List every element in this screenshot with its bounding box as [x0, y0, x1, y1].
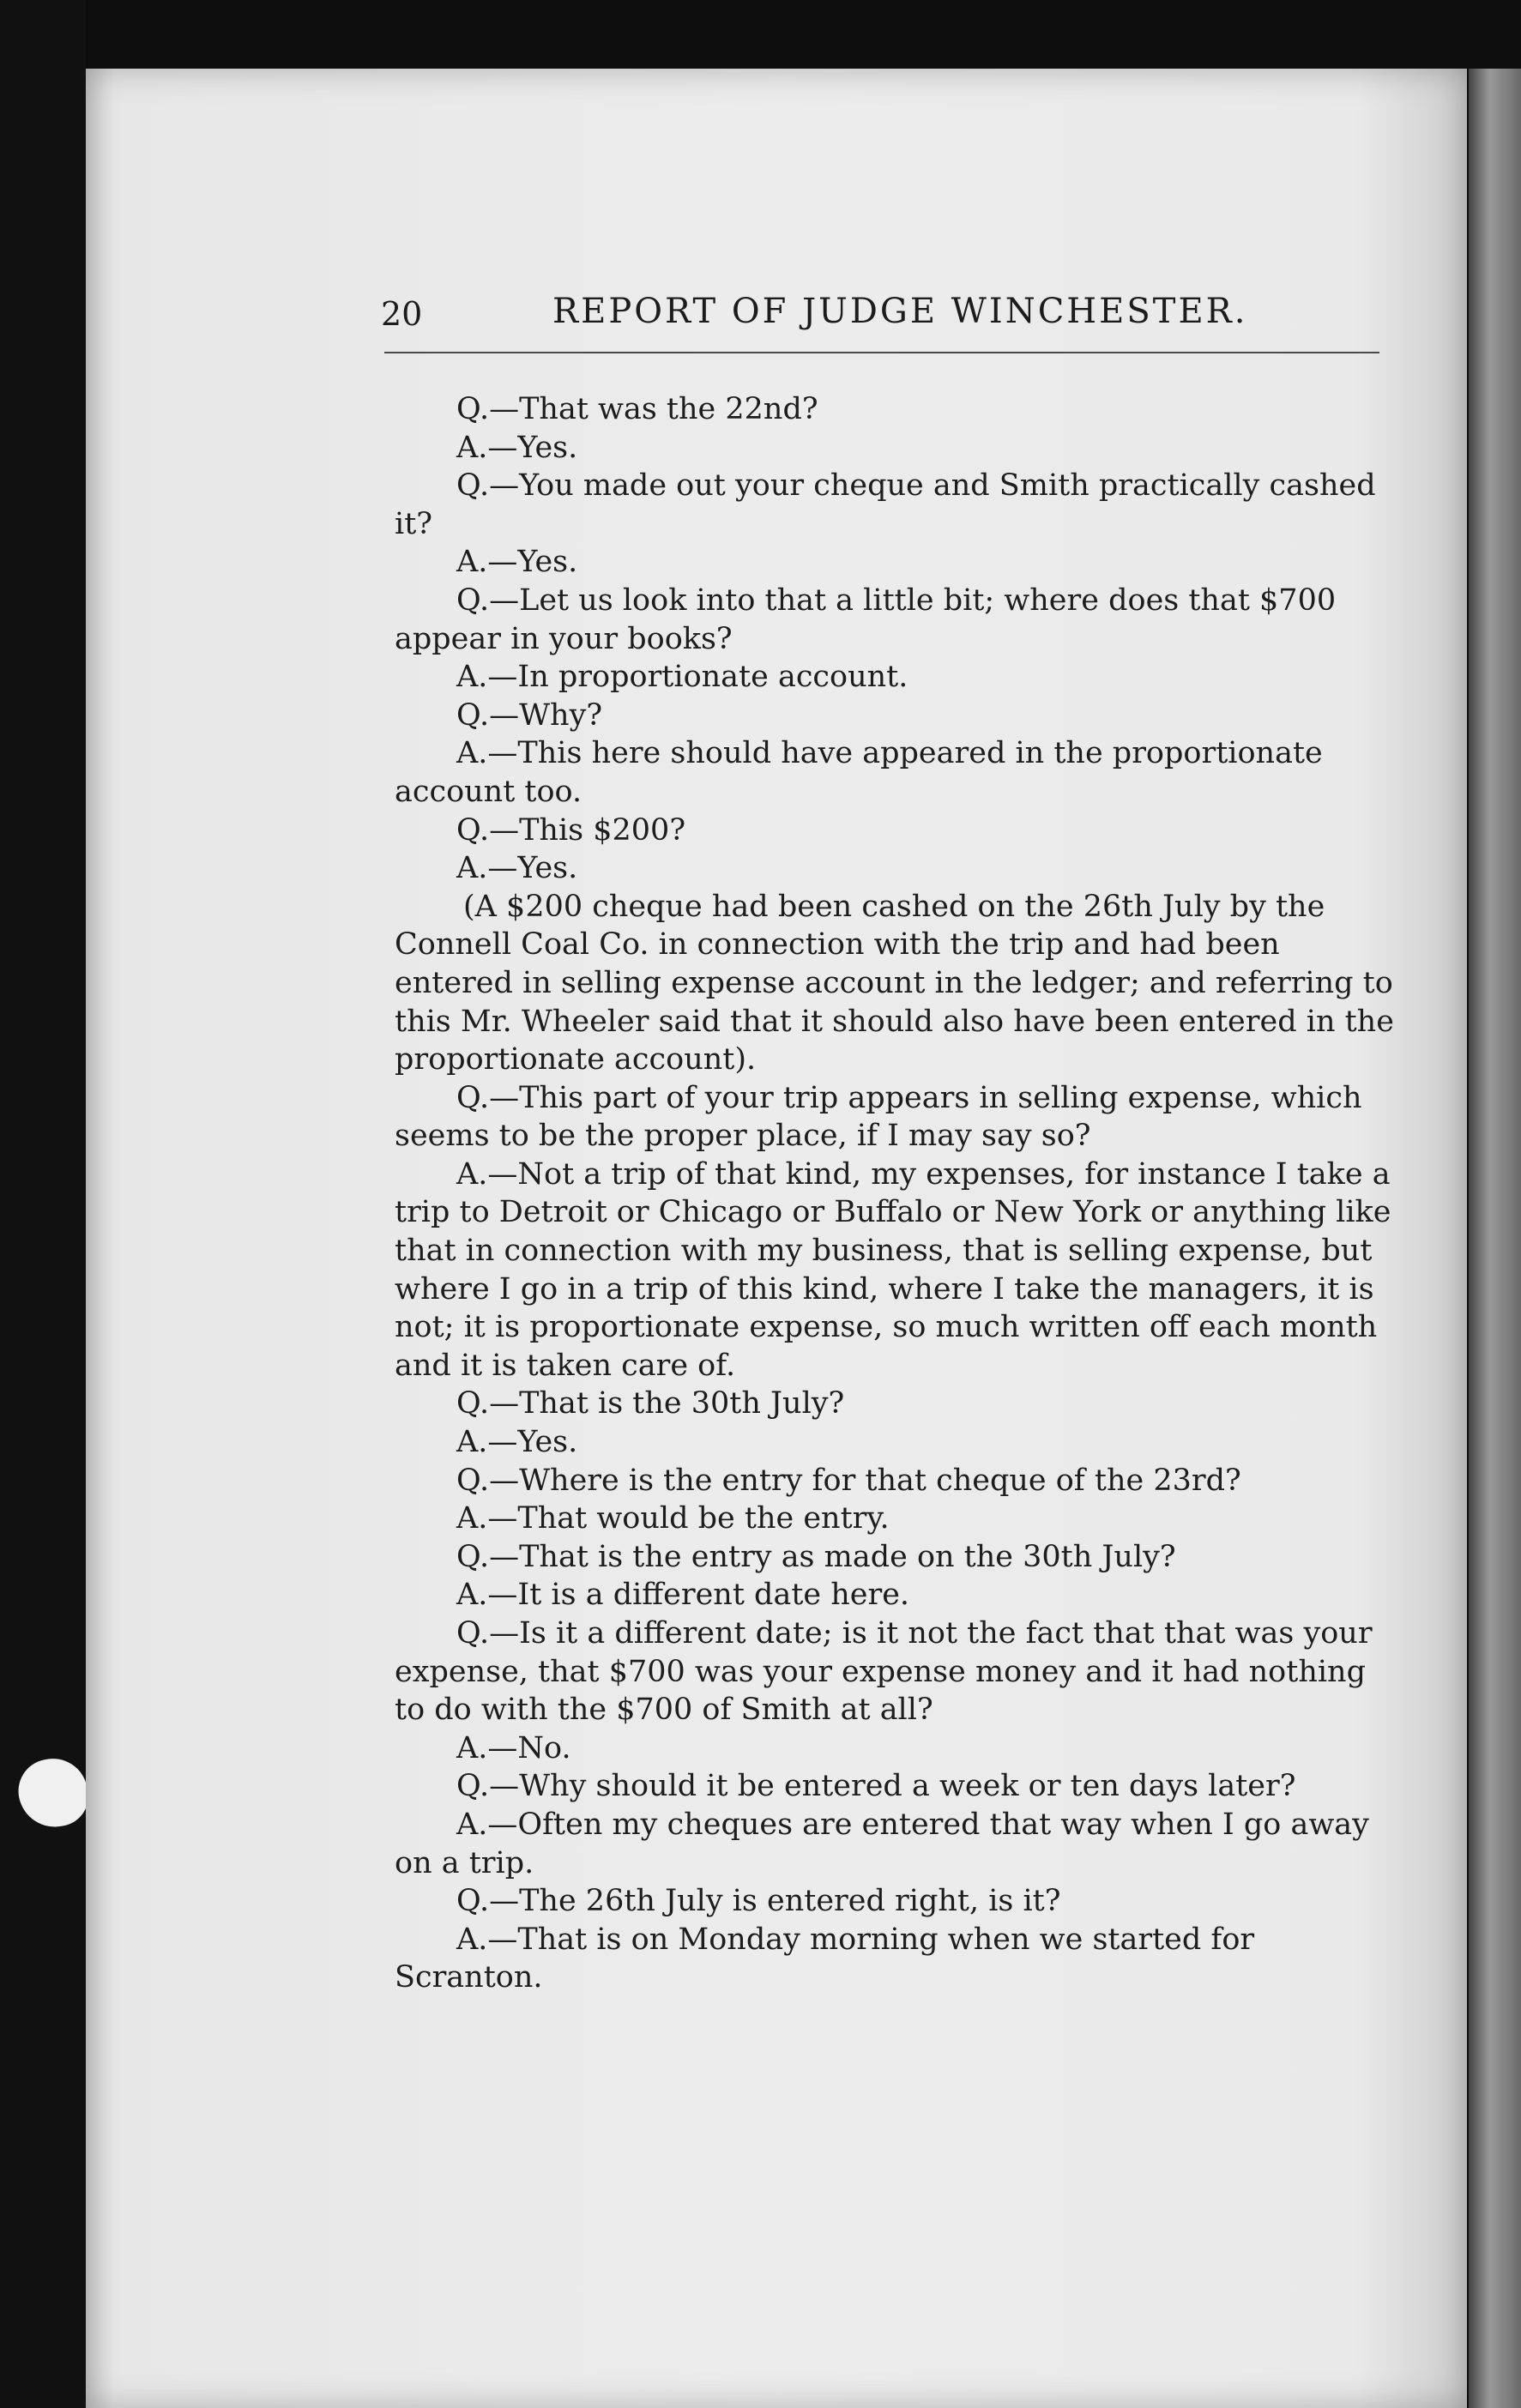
testimony-line: Q.—You made out your cheque and Smith practically cashed it?	[395, 468, 1376, 541]
testimony-line: A.—In proportionate account.	[456, 660, 908, 695]
testimony-line: Q.—The 26th July is entered right, is it?	[456, 1884, 1061, 1919]
testimony-line: Q.—Is it a different date; is it not the fact that that was your expense, that $700 was your expense money and it had nothing to do with the $700 of Smith at all?	[395, 1616, 1373, 1728]
header-rule	[384, 352, 1379, 353]
testimony-line: Q.—Why?	[456, 697, 603, 733]
testimony-line: A.—Not a trip of that kind, my expenses, for instance I take a trip to Detroit or Chicago or Buffalo or New York or anything like that in connection with my business, that is selling expense, but where I go in a trip of this kind, where I take the managers, it is not; it is proportionate expense, so much written off each month and it is taken care of.	[395, 1156, 1391, 1383]
narrative-note: (A $200 cheque had been cashed on the 26th July by the Connell Coal Co. in connection with the trip and had been entered in selling expense account in the ledger; and referring to this Mr. Wheeler said that it should also have been entered in the proportionate account).	[395, 889, 1394, 1077]
testimony-line: Q.—This part of your trip appears in selling expense, which seems to be the proper place, if I may say so?	[395, 1080, 1362, 1154]
testimony-line: A.—Yes.	[456, 545, 578, 580]
testimony-line: A.—Yes.	[456, 1425, 578, 1460]
testimony-line: Q.—That was the 22nd?	[456, 392, 818, 426]
testimony-line: Q.—That is the entry as made on the 30th July?	[456, 1539, 1176, 1574]
testimony-line: A.—Yes.	[456, 851, 578, 886]
testimony-line: Q.—Let us look into that a little bit; where does that $700 appear in your books?	[395, 582, 1337, 656]
book-spine-edge	[1469, 69, 1521, 2408]
testimony-line: A.—That is on Monday morning when we started for Scranton.	[395, 1922, 1255, 1995]
testimony-line: A.—This here should have appeared in the proportionate account too.	[395, 736, 1323, 809]
scan-left-margin	[0, 0, 86, 2408]
testimony-line: A.—Yes.	[456, 430, 578, 465]
testimony-text	[395, 390, 1398, 1997]
testimony-line: A.—No.	[456, 1730, 571, 1765]
page-number: 20	[381, 295, 423, 333]
testimony-line: A.—Often my cheques are entered that way when I go away on a trip.	[395, 1807, 1369, 1880]
testimony-line: Q.—That is the 30th July?	[456, 1386, 845, 1421]
testimony-line: Q.—This $200?	[456, 812, 686, 848]
page-header	[381, 292, 1383, 353]
testimony-line: A.—It is a different date here.	[456, 1578, 910, 1613]
running-head: REPORT OF JUDGE WINCHESTER.	[552, 292, 1248, 331]
testimony-line: Q.—Where is the entry for that cheque of the 23rd?	[456, 1463, 1241, 1498]
testimony-line: A.—That would be the entry.	[456, 1501, 890, 1536]
testimony-line: Q.—Why should it be entered a week or ten days later?	[456, 1769, 1296, 1804]
